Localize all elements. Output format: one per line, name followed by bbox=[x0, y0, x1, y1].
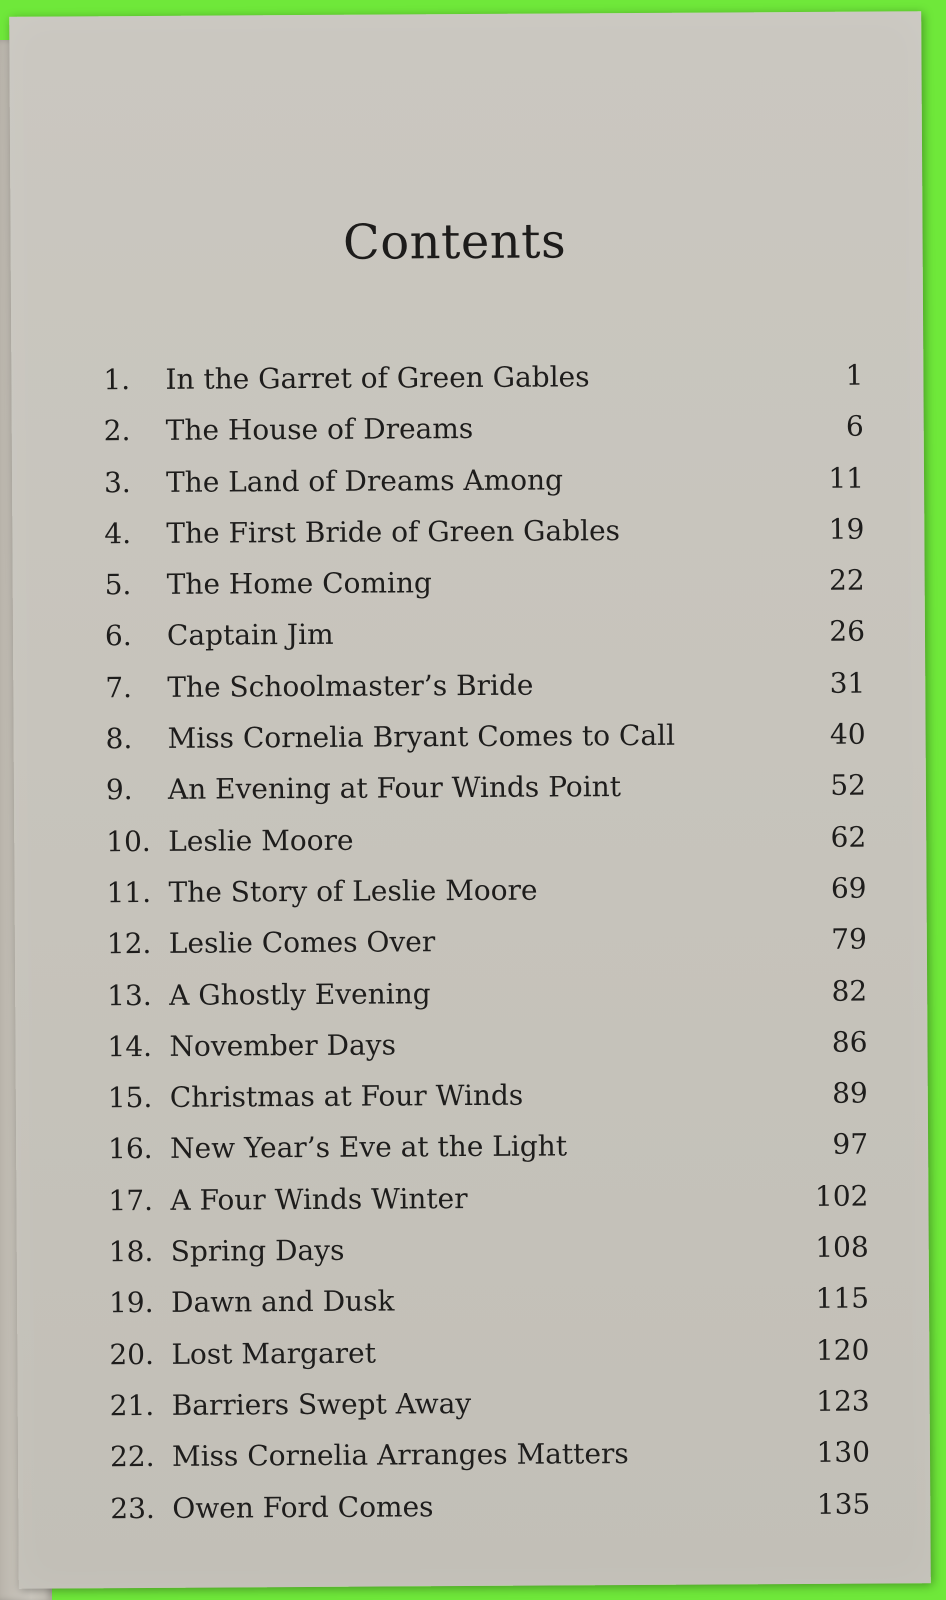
chapter-title: Miss Cornelia Arranges Matters bbox=[171, 1437, 629, 1474]
chapter-title: A Four Winds Winter bbox=[170, 1181, 468, 1217]
toc-entry bbox=[108, 1068, 868, 1124]
page-number: 26 bbox=[829, 615, 866, 649]
toc-entry bbox=[109, 1222, 869, 1278]
chapter-number: 22. bbox=[109, 1440, 155, 1474]
chapter-title: Captain Jim bbox=[166, 618, 334, 653]
chapter-title: The Home Coming bbox=[166, 566, 433, 602]
chapter-number: 4. bbox=[104, 516, 132, 551]
chapter-number: 20. bbox=[109, 1337, 155, 1371]
toc-entry bbox=[108, 1119, 868, 1175]
toc-entry bbox=[109, 1324, 869, 1380]
chapter-number: 5. bbox=[104, 568, 132, 602]
toc-entry bbox=[106, 811, 866, 867]
toc-entry bbox=[107, 914, 867, 970]
page-number: 120 bbox=[815, 1333, 870, 1367]
chapter-title: An Evening at Four Winds Point bbox=[167, 770, 622, 807]
page-number: 82 bbox=[831, 974, 868, 1008]
page-number: 123 bbox=[816, 1384, 870, 1418]
toc-entry bbox=[104, 452, 864, 508]
toc-entry bbox=[108, 1170, 868, 1226]
toc-entry bbox=[104, 503, 864, 559]
toc-entry bbox=[110, 1478, 870, 1534]
toc-entry bbox=[106, 863, 866, 919]
chapter-number: 7. bbox=[105, 670, 133, 705]
toc-entry bbox=[107, 1016, 867, 1072]
chapter-title: Christmas at Four Winds bbox=[169, 1078, 524, 1114]
page-number: 89 bbox=[832, 1076, 868, 1110]
chapter-number: 6. bbox=[104, 619, 132, 653]
chapter-number: 14. bbox=[107, 1029, 153, 1064]
chapter-number: 13. bbox=[107, 978, 152, 1012]
chapter-number: 10. bbox=[106, 824, 151, 858]
chapter-title: Owen Ford Comes bbox=[172, 1489, 434, 1525]
chapter-title: Leslie Comes Over bbox=[168, 925, 436, 961]
page-number: 1 bbox=[845, 358, 864, 392]
toc-entry bbox=[106, 760, 866, 816]
page-number: 135 bbox=[816, 1487, 871, 1521]
chapter-title: In the Garret of Green Gables bbox=[165, 360, 590, 396]
chapter-number: 17. bbox=[108, 1183, 154, 1217]
chapter-number: 12. bbox=[106, 927, 152, 961]
chapter-number: 15. bbox=[107, 1081, 153, 1115]
toc-entry bbox=[105, 606, 865, 662]
toc-entry bbox=[110, 1427, 870, 1483]
page-number: 19 bbox=[828, 512, 865, 546]
toc-entry bbox=[104, 401, 864, 457]
page-number: 52 bbox=[830, 768, 867, 803]
chapter-title: Leslie Moore bbox=[168, 823, 354, 858]
page-number: 108 bbox=[815, 1230, 869, 1264]
page-title: Contents bbox=[342, 213, 567, 271]
chapter-title: Spring Days bbox=[170, 1233, 345, 1268]
chapter-title: The First Bride of Green Gables bbox=[166, 513, 621, 550]
toc-entry bbox=[109, 1273, 869, 1329]
chapter-number: 1. bbox=[103, 363, 131, 397]
chapter-title: November Days bbox=[169, 1028, 397, 1063]
book-page bbox=[9, 11, 931, 1589]
page-number: 40 bbox=[829, 717, 866, 751]
chapter-title: The Story of Leslie Moore bbox=[168, 873, 538, 909]
page-number: 79 bbox=[831, 922, 867, 957]
chapter-title: A Ghostly Evening bbox=[169, 976, 431, 1012]
chapter-title: The Land of Dreams Among bbox=[165, 463, 564, 499]
toc-entry bbox=[107, 965, 867, 1021]
page-number: 11 bbox=[828, 461, 865, 495]
toc-entry bbox=[110, 1376, 870, 1432]
chapter-title: Lost Margaret bbox=[171, 1336, 377, 1371]
chapter-number: 8. bbox=[105, 722, 133, 756]
chapter-number: 21. bbox=[109, 1388, 155, 1423]
chapter-title: Barriers Swept Away bbox=[171, 1386, 472, 1422]
page-number: 62 bbox=[830, 820, 867, 854]
chapter-title: The House of Dreams bbox=[165, 412, 474, 448]
chapter-number: 16. bbox=[108, 1132, 153, 1166]
chapter-number: 23. bbox=[110, 1491, 155, 1525]
page-number: 22 bbox=[828, 563, 865, 597]
page-number: 102 bbox=[814, 1179, 869, 1213]
page-number: 31 bbox=[829, 666, 866, 700]
toc-entry bbox=[105, 709, 865, 765]
chapter-number: 2. bbox=[103, 414, 131, 448]
page-number: 86 bbox=[831, 1025, 868, 1059]
page-number: 115 bbox=[815, 1281, 870, 1316]
chapter-number: 3. bbox=[103, 465, 131, 499]
toc-entry bbox=[105, 657, 865, 713]
chapter-number: 18. bbox=[108, 1234, 154, 1269]
chapter-title: Dawn and Dusk bbox=[170, 1284, 395, 1320]
page-number: 130 bbox=[816, 1435, 871, 1470]
chapter-number: 9. bbox=[105, 773, 133, 807]
table-of-contents bbox=[103, 350, 870, 1534]
page-number: 69 bbox=[830, 871, 867, 905]
chapter-title: New Year’s Eve at the Light bbox=[170, 1129, 568, 1166]
toc-entry bbox=[103, 350, 863, 406]
chapter-number: 11. bbox=[106, 875, 152, 910]
toc-entry bbox=[105, 555, 865, 611]
page-number: 97 bbox=[832, 1128, 869, 1162]
chapter-number: 19. bbox=[108, 1286, 154, 1320]
page-number: 6 bbox=[845, 409, 864, 443]
chapter-title: The Schoolmaster’s Bride bbox=[167, 668, 534, 704]
chapter-title: Miss Cornelia Bryant Comes to Call bbox=[167, 718, 676, 755]
